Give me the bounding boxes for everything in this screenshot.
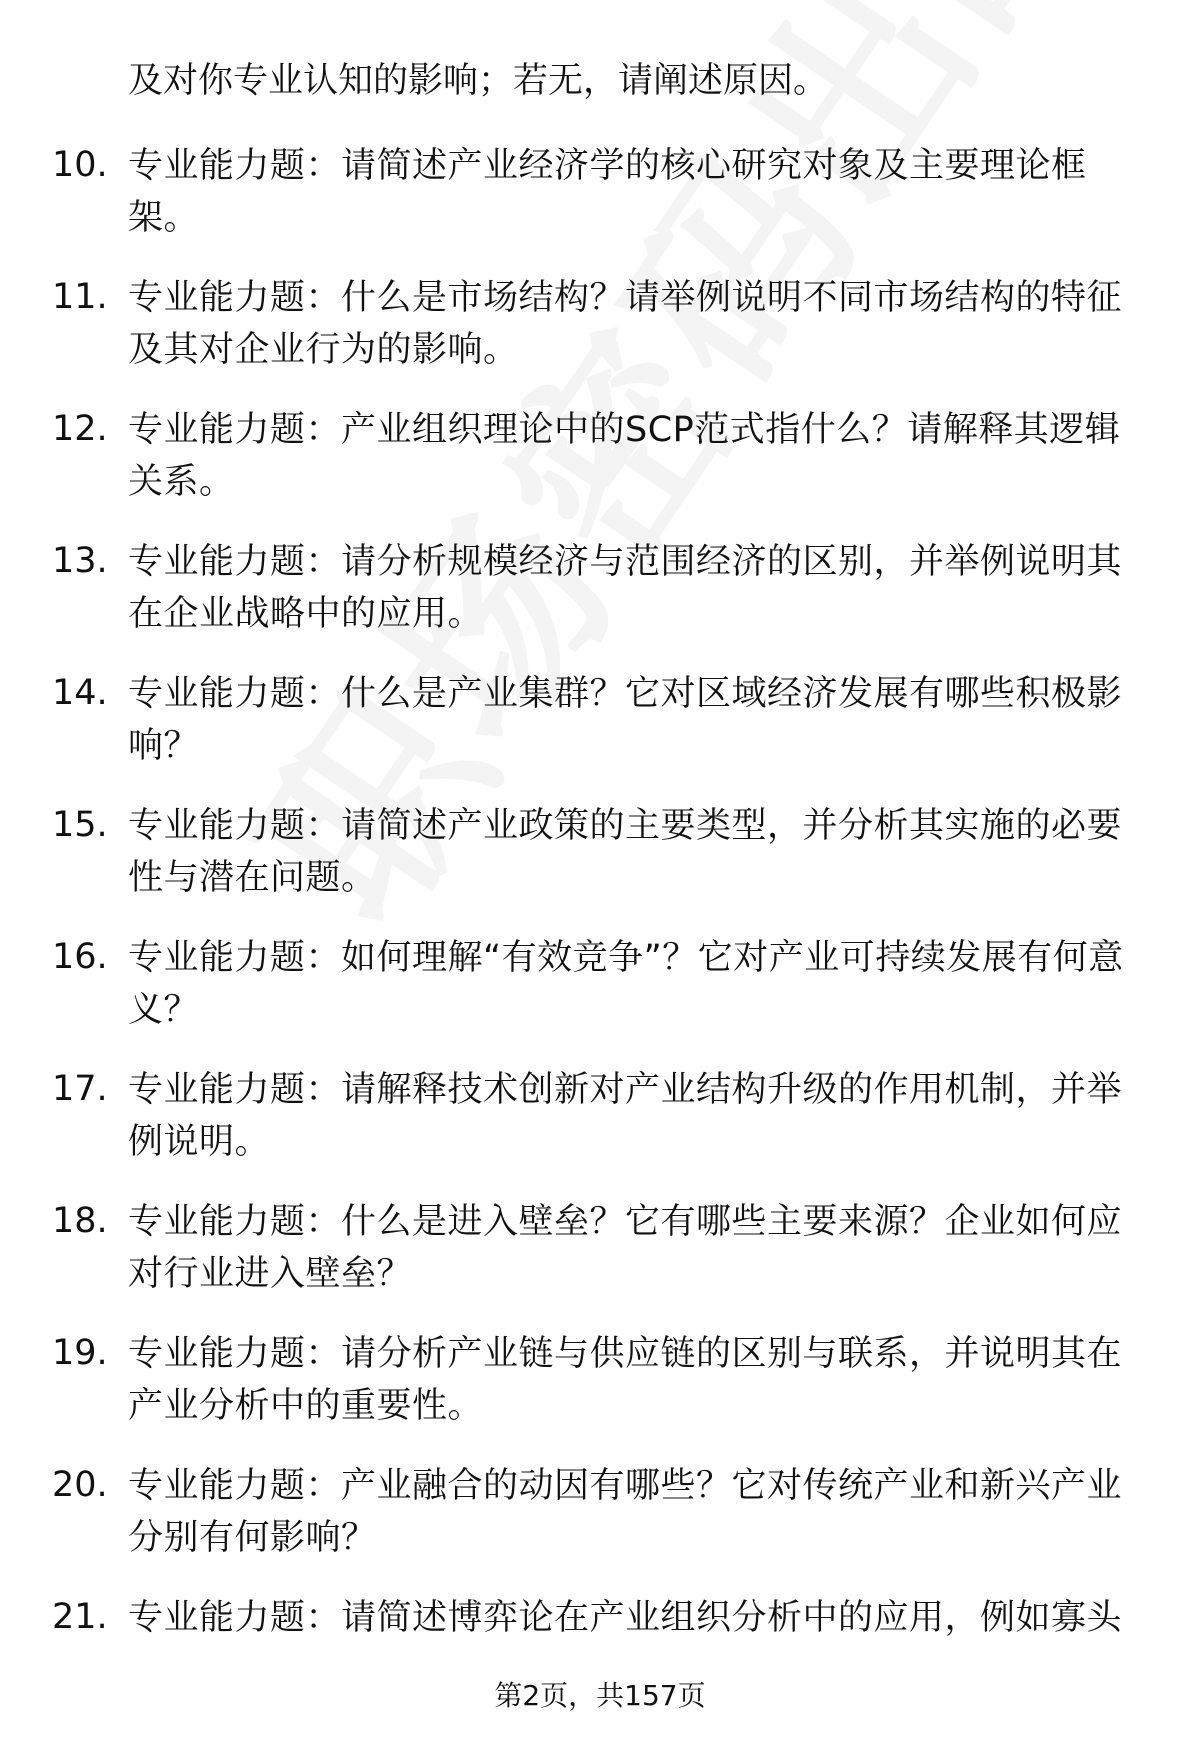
- question-text: 专业能力题：什么是产业集群？它对区域经济发展有哪些积极影响？: [128, 674, 1123, 766]
- list-item: [0, 536, 1200, 668]
- list-item: [0, 800, 1200, 932]
- page-footer: 第2页，共157页: [494, 1679, 706, 1712]
- question-number: 17.: [52, 1069, 108, 1109]
- list-item: [0, 1196, 1200, 1328]
- question-text: 专业能力题：请解释技术创新对产业结构升级的作用机制，并举例说明。: [128, 1070, 1123, 1162]
- question-text: 专业能力题：请简述博弈论在产业组织分析中的应用，例如寡头: [128, 1598, 1123, 1638]
- list-item: [0, 272, 1200, 404]
- question-number: 10.: [52, 145, 108, 185]
- question-number: 14.: [52, 673, 108, 713]
- list-item: [0, 140, 1200, 272]
- question-text: 专业能力题：请简述产业政策的主要类型，并分析其实施的必要性与潜在问题。: [128, 806, 1123, 898]
- list-item: [0, 1328, 1200, 1460]
- list-item: [0, 932, 1200, 1064]
- question-number: 15.: [52, 805, 108, 845]
- question-text: 专业能力题：请简述产业经济学的核心研究对象及主要理论框架。: [128, 146, 1087, 238]
- list-item: [0, 668, 1200, 800]
- question-number: 20.: [52, 1465, 108, 1505]
- list-item: [0, 1064, 1200, 1196]
- question-text: 专业能力题：产业融合的动因有哪些？它对传统产业和新兴产业分别有何影响？: [128, 1466, 1123, 1558]
- question-text: 专业能力题：产业组织理论中的SCP范式指什么？请解释其逻辑关系。: [128, 410, 1121, 502]
- question-number: 21.: [52, 1597, 108, 1637]
- question-number: 13.: [52, 541, 108, 581]
- question-text: 专业能力题：请分析产业链与供应链的区别与联系，并说明其在产业分析中的重要性。: [128, 1334, 1123, 1426]
- question-list: [0, 140, 1200, 1724]
- question-number: 11.: [52, 277, 108, 317]
- question-number: 19.: [52, 1333, 108, 1373]
- question-text: 专业能力题：如何理解“有效竞争”？它对产业可持续发展有何意义？: [128, 938, 1124, 1030]
- list-item: [0, 404, 1200, 536]
- list-item: [0, 1460, 1200, 1592]
- question-text: 专业能力题：什么是市场结构？请举例说明不同市场结构的特征及其对企业行为的影响。: [128, 278, 1123, 370]
- question-number: 18.: [52, 1201, 108, 1241]
- question-text: 专业能力题：请分析规模经济与范围经济的区别，并举例说明其在企业战略中的应用。: [128, 542, 1123, 634]
- question-number: 16.: [52, 937, 108, 977]
- question-text: 专业能力题：什么是进入壁垒？它有哪些主要来源？企业如何应对行业进入壁垒？: [128, 1202, 1123, 1294]
- carryover-text: 及对你专业认知的影响；若无，请阐述原因。: [128, 61, 829, 101]
- question-number: 12.: [52, 409, 108, 449]
